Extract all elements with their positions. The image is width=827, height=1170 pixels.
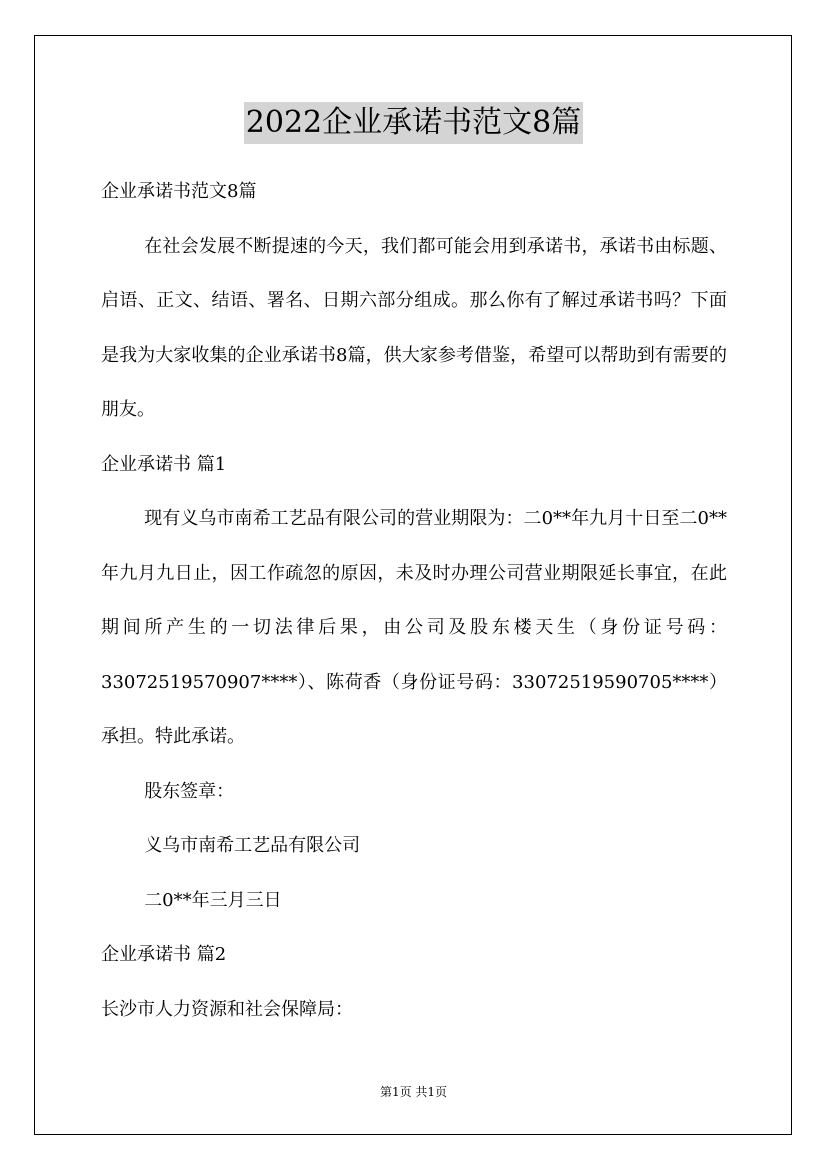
document-body (101, 165, 727, 1037)
section-heading-1: 企业承诺书 篇1 (101, 453, 227, 475)
page-footer: 第1页 共1页 (379, 1085, 448, 1099)
document-title: 2022企业承诺书范文8篇 (244, 102, 583, 144)
shareholder-signature-label: 股东签章： (144, 780, 235, 802)
subtitle: 企业承诺书范文8篇 (101, 181, 257, 202)
signing-date: 二0**年三月三日 (144, 889, 282, 911)
section-heading-2: 企业承诺书 篇2 (101, 944, 227, 965)
company-name: 义乌市南希工艺品有限公司 (144, 835, 361, 856)
commitment-paragraph: 现有义乌市南希工艺品有限公司的营业期限为：二0**年九月十日至二0**年九月九日止，因工作疏忽的原因，未及时办理公司营业期限延长事宜，在此期间所产生的一切法律后果，由公司及股东楼天生（身份证号码：33072519570907****）、陈荷香（身份证号码：33072519590705****）承担。特此承诺。 (101, 508, 727, 747)
addressee-line: 长沙市人力资源和社会保障局： (101, 998, 353, 1020)
document-title-wrap (0, 102, 827, 144)
intro-paragraph: 在社会发展不断提速的今天，我们都可能会用到承诺书，承诺书由标题、启语、正文、结语、署名、日期六部分组成。那么你有了解过承诺书吗？下面是我为大家收集的企业承诺书8篇，供大家参考借鉴，希望可以帮助到有需要的朋友。 (101, 235, 727, 420)
